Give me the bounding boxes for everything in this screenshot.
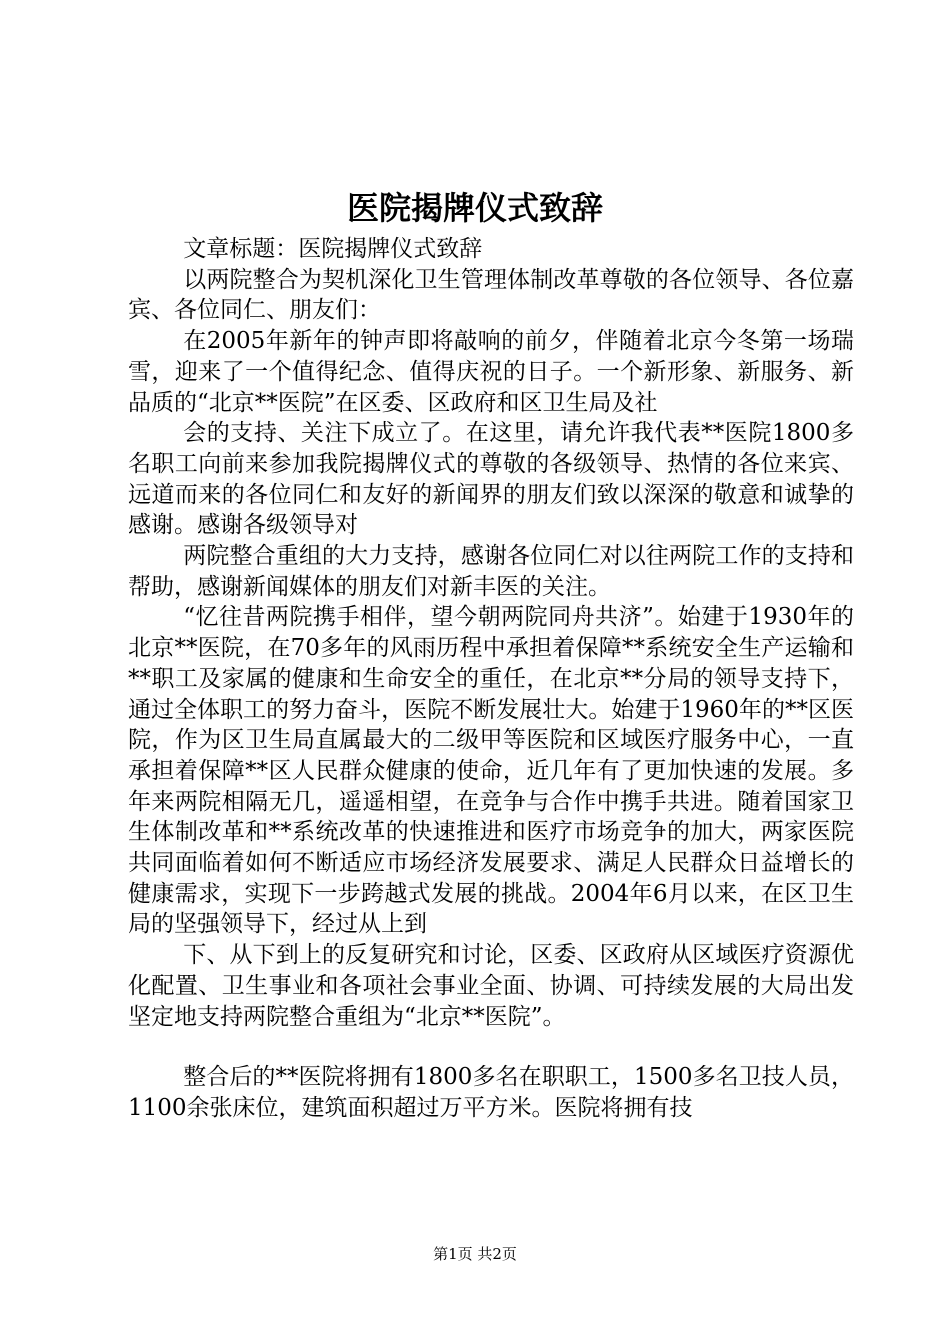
body-paragraph: 下、从下到上的反复研究和讨论，区委、区政府从区域医疗资源优化配置、卫生事业和各项社会事业全面、协调、可持续发展的大局出发坚定地支持两院整合重组为“北京**医院”。: [128, 942, 854, 1030]
document-title: 医院揭牌仪式致辞: [346, 189, 603, 227]
document-body: [128, 234, 854, 1124]
body-paragraph: 整合后的**医院将拥有1800多名在职职工，1500多名卫技人员，1100余张床位，建筑面积超过万平方米。医院将拥有技: [128, 1064, 854, 1121]
article-title-line: 文章标题：医院揭牌仪式致辞: [183, 236, 483, 262]
body-paragraph: 两院整合重组的大力支持，感谢各位同仁对以往两院工作的支持和帮助，感谢新闻媒体的朋友们对新丰医的关注。: [128, 543, 854, 600]
body-paragraph: 在2005年新年的钟声即将敲响的前夕，伴随着北京今冬第一场瑞雪，迎来了一个值得纪念、值得庆祝的日子。一个新形象、新服务、新品质的“北京**医院”在区委、区政府和区卫生局及社: [128, 328, 854, 416]
salutation-paragraph: 以两院整合为契机深化卫生管理体制改革尊敬的各位领导、各位嘉宾、各位同仁、朋友们：: [128, 266, 854, 324]
body-paragraph: “忆往昔两院携手相伴，望今朝两院同舟共济”。始建于1930年的北京**医院，在70多年的风雨历程中承担着保障**系统安全生产运输和**职工及家属的健康和生命安全的重任，在北京**分局的领导支持下，通过全体职工的努力奋斗，医院不断发展壮大。始建于1960年的**区医院，作为区卫生局直属最大的二级甲等医院和区域医疗服务中心，一直承担着保障**区人民群众健康的使命，近几年有了更加快速的发展。多年来两院相隔无几，遥遥相望，在竞争与合作中携手共进。随着国家卫生体制改革和**系统改革的快速推进和医疗市场竞争的加大，两家医院共同面临着如何不断适应市场经济发展要求、满足人民群众日益增长的健康需求，实现下一步跨越式发展的挑战。2004年6月以来，在区卫生局的坚强领导下，经过从上到: [128, 604, 854, 938]
page-number-footer: 第1页 共2页: [433, 1245, 517, 1263]
body-paragraph: 会的支持、关注下成立了。在这里，请允许我代表**医院1800多名职工向前来参加我院揭牌仪式的尊敬的各级领导、热情的各位来宾、远道而来的各位同仁和友好的新闻界的朋友们致以深深的敬意和诚挚的感谢。感谢各级领导对: [128, 420, 854, 539]
